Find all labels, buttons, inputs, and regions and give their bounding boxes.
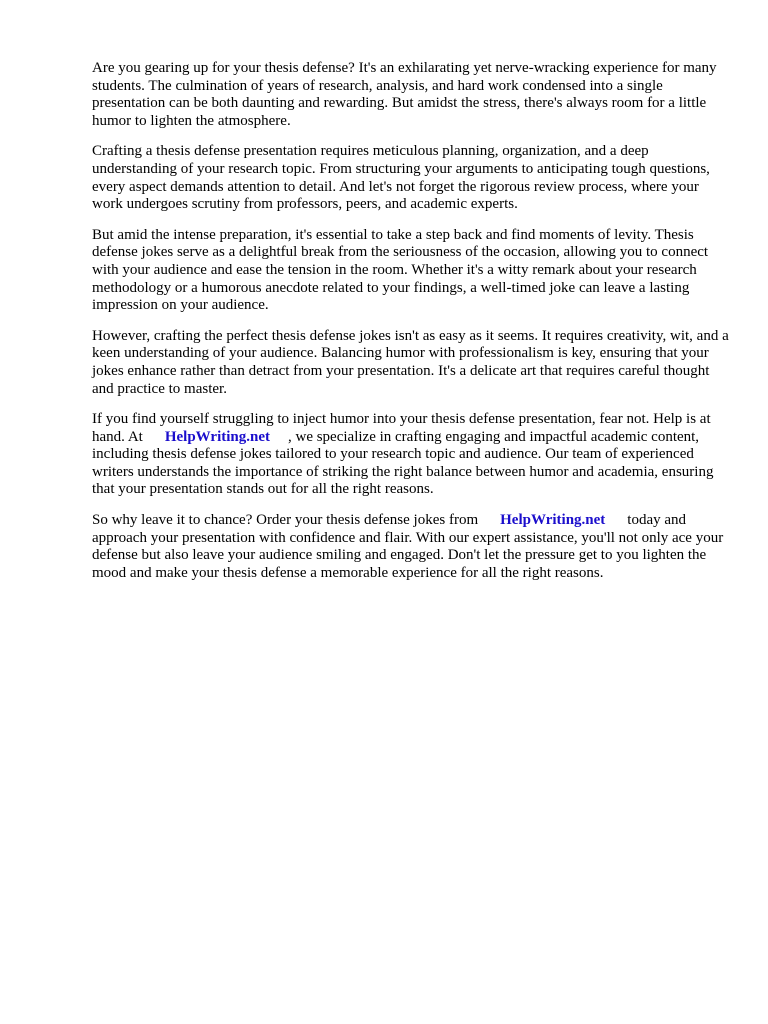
paragraph-levity: But amid the intense preparation, it's essential to take a step back and find moments of levity. Thesis defense jokes serve as a delightful break from the seriousness of the occasion, allowing you to connect with your audience and ease the tension in the room. Whether it's a witty remark about your research methodology or a humorous anecdote related to your findings, a well-timed joke can leave a lasting impression on your audience.	[92, 226, 709, 314]
paragraph-order	[92, 512, 732, 582]
paragraph-intro: Are you gearing up for your thesis defense? It's an exhilarating yet nerve-wracking experience for many students. The culmination of years of research, analysis, and hard work condensed into a single presentation can be both daunting and rewarding. But amidst the stress, there's always room for a little humor to lighten the atmosphere.	[92, 60, 717, 129]
helpwriting-link-order[interactable]: HelpWriting.net	[500, 512, 606, 529]
paragraph-help-text-after: , we specialize in crafting engaging and impactful academic content, including thesis defense jokes tailored to your research topic and audience. Our team of experienced writers understands the importance of striking the right balance between humor and academia, ensuring that your presentation stands out for all the right reasons.	[92, 428, 714, 498]
paragraph-order-text-after: today and approach your presentation with confidence and flair. With our expert assistance, you'll not only ace your defense but also leave your audience smiling and engaged. Don't let the pressure get to you lighten the mood and make your thesis defense a memorable experience for all the right reasons.	[92, 512, 724, 581]
paragraph-order-text-before: So why leave it to chance? Order your thesis defense jokes from	[92, 512, 479, 529]
helpwriting-link[interactable]: HelpWriting.net	[164, 428, 270, 445]
paragraph-balance: However, crafting the perfect thesis defense jokes isn't as easy as it seems. It requires creativity, wit, and a keen understanding of your audience. Balancing humor with professionalism is key, ensuring that your jokes enhance rather than detract from your presentation. It's a delicate art that requires careful thought and practice to master.	[92, 327, 729, 397]
paragraph-help-text-before: If you find yourself struggling to inject humor into your thesis defense presentation, fear not. Help is at hand. At	[92, 411, 711, 445]
paragraph-help	[92, 411, 732, 499]
document-body	[92, 60, 732, 595]
paragraph-crafting: Crafting a thesis defense presentation requires meticulous planning, organization, and a deep understanding of your research topic. From structuring your arguments to anticipating tough questions, every aspect demands attention to detail. And let's not forget the rigorous review process, where your work undergoes scrutiny from professors, peers, and academic experts.	[92, 143, 710, 213]
